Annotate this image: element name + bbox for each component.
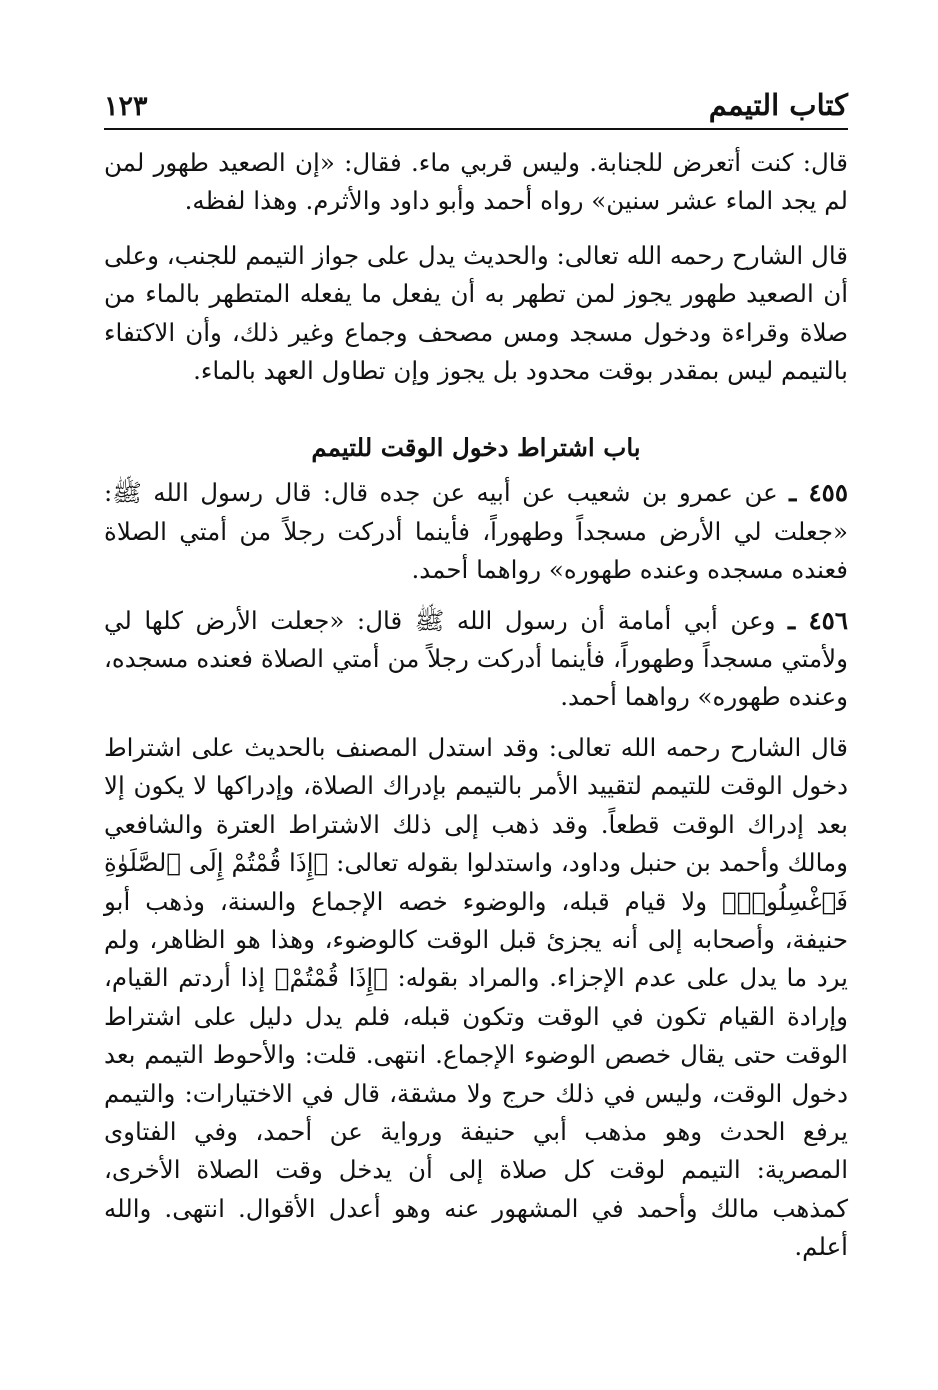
hadith-456-number: ٤٥٦ ـ <box>788 605 848 635</box>
page-body <box>104 144 848 1267</box>
commentary-paragraph: قال الشارح رحمه الله تعالى: وقد استدل المصنف بالحديث على اشتراط دخول الوقت للتيمم لتقييد الأمر بالتيمم بإدراك الصلاة، وإدراكها لا يكون إلا بعد إدراك الوقت قطعاً. وقد ذهب إلى ذلك الاشتراط العترة والشافعي ومالك وأحمد بن حنبل وداود، واستدلوا بقوله تعالى: ﴿إِذَا قُمْتُمْ إِلَى ٱلصَّلَوٰةِ فَٱغْسِلُوا۟﴾ ولا قيام قبله، والوضوء خصه الإجماع والسنة، وذهب أبو حنيفة، وأصحابه إلى أنه يجزئ قبل الوقت كالوضوء، وهذا هو الظاهر، ولم يرد ما يدل على عدم الإجزاء. والمراد بقوله: ﴿إِذَا قُمْتُمْ﴾ إذا أردتم القيام، وإرادة القيام تكون في الوقت وتكون قبله، فلم يدل دليل على اشتراط الوقت حتى يقال خصص الوضوء الإجماع. انتهى. قلت: والأحوط التيمم بعد دخول الوقت، وليس في ذلك حرج ولا مشقة، قال في الاختيارات: والتيمم يرفع الحدث وهو مذهب أبي حنيفة ورواية عن أحمد، وفي الفتاوى المصرية: التيمم لوقت كل صلاة إلى أن يدخل وقت الصلاة الأخرى، كمذهب مالك وأحمد في المشهور عنه وهو أعدل الأقوال. انتهى. والله أعلم. <box>104 732 848 1262</box>
paragraph-1: قال: كنت أتعرض للجنابة. وليس قربي ماء. فقال: «إن الصعيد طهور لمن لم يجد الماء عشر سنين» رواه أحمد وأبو داود والأثرم. وهذا لفظه. <box>104 148 848 216</box>
hadith-456-text: وعن أبي أمامة أن رسول الله ﷺ قال: «جعلت الأرض كلها لي ولأمتي مسجداً وطهوراً، فأينما أدركت رجلاً من أمتي الصلاة فعنده مسجده، وعنده طهوره» رواهما أحمد. <box>104 605 848 712</box>
paragraph-2: قال الشارح رحمه الله تعالى: والحديث يدل على جواز التيمم للجنب، وعلى أن الصعيد طهور يجوز لمن تطهر به أن يفعل ما يفعله المتطهر بالماء من صلاة وقراءة ودخول مسجد ومس مصحف وجماع وغير ذلك، وأن الاكتفاء بالتيمم ليس بمقدر بوقت محدود بل يجوز وإن تطاول العهد بالماء. <box>104 240 848 386</box>
book-page <box>104 82 848 1267</box>
hadith-455-number: ٤٥٥ ـ <box>789 478 848 508</box>
section-heading: باب اشتراط دخول الوقت للتيمم <box>311 433 641 463</box>
hadith-456 <box>104 602 848 717</box>
hadith-455-text: عن عمرو بن شعيب عن أبيه عن جده قال: قال رسول الله ﷺ: «جعلت لي الأرض مسجداً وطهوراً، فأينما أدركت رجلاً من أمتي الصلاة فعنده مسجده وعنده طهوره» رواهما أحمد. <box>104 478 848 585</box>
chapter-title: كتاب التيمم <box>708 88 848 122</box>
page-header <box>104 82 848 130</box>
page-number: ١٢٣ <box>104 91 148 122</box>
hadith-455 <box>104 474 848 589</box>
